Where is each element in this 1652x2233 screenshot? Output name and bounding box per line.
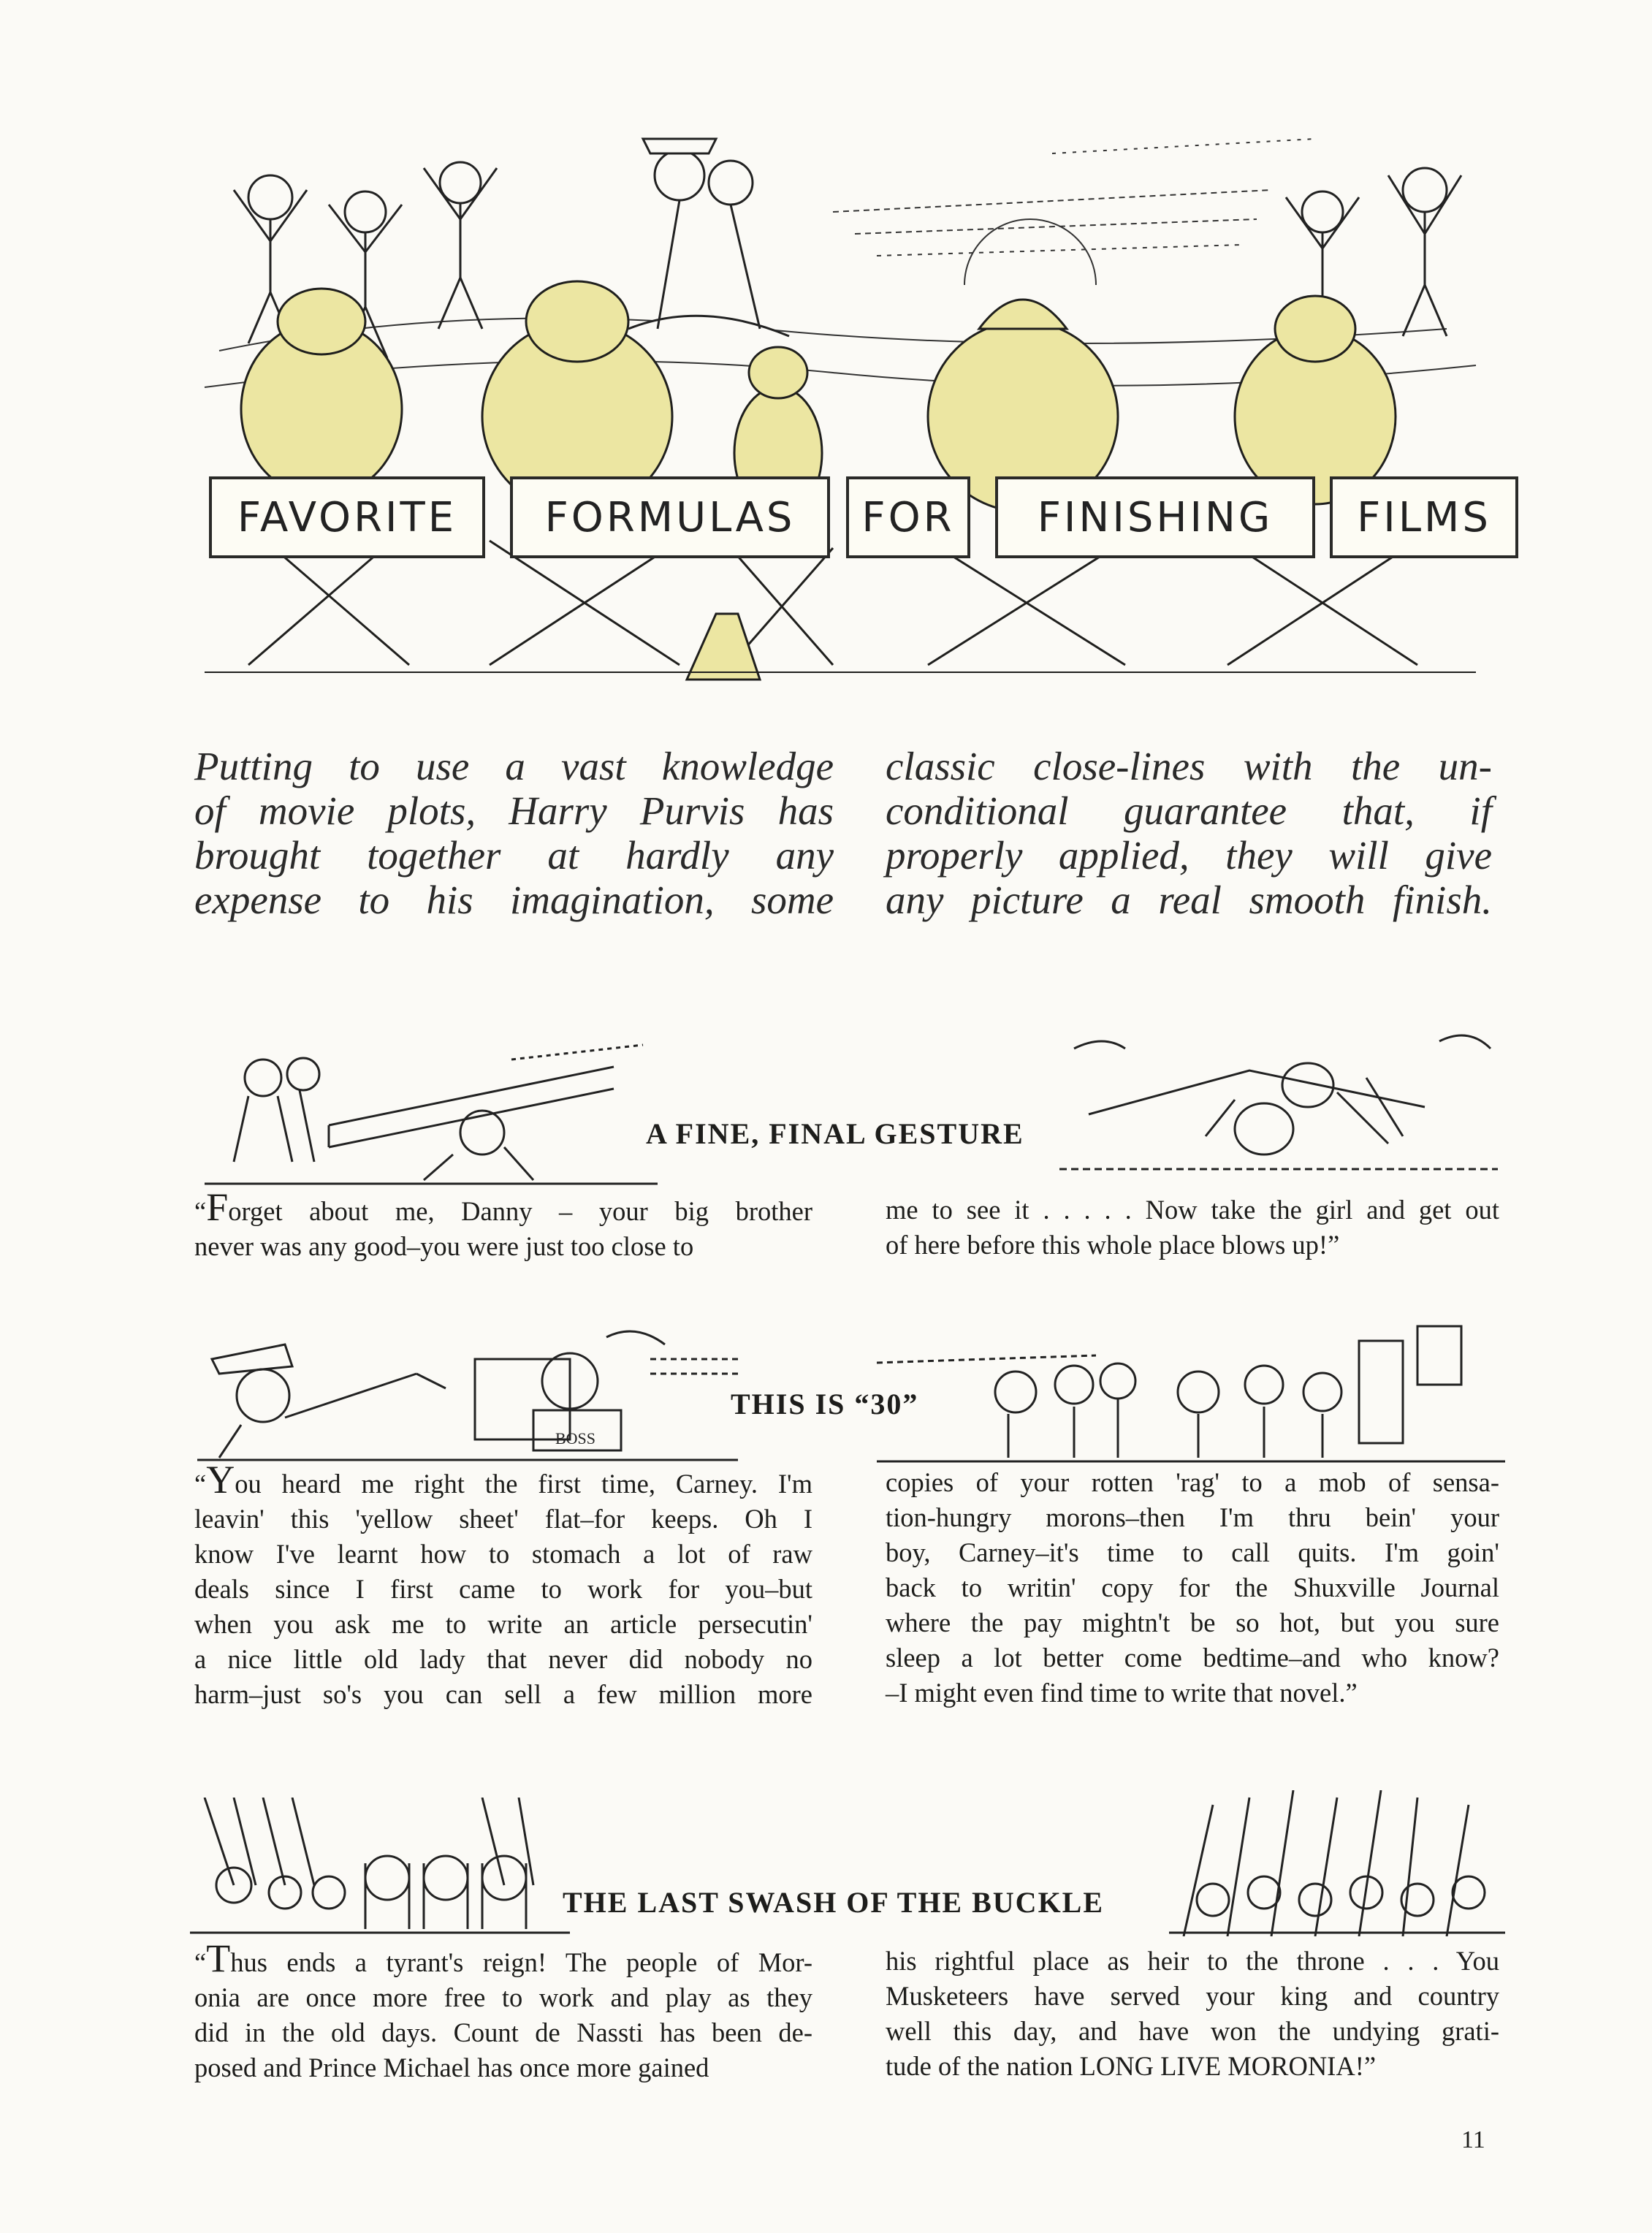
intro-line: brought together at hardly any (194, 833, 834, 878)
intro-line: of movie plots, Harry Purvis has (194, 788, 834, 833)
body-line: –I might even find time to write that novel.” (886, 1678, 1358, 1708)
megaphone (687, 614, 760, 680)
chair-label-finishing: FINISHING (995, 476, 1315, 558)
drop-cap: T (206, 1936, 231, 1980)
body-line: of here before this whole place blows up!” (886, 1230, 1340, 1260)
chair-label-favorite: FAVORITE (209, 476, 485, 558)
chair-label-for: FOR (846, 476, 970, 558)
page-number: 11 (1461, 2126, 1485, 2153)
body-line: Musketeers have served your king and country (886, 1981, 1499, 2011)
intro-line: Putting to use a vast knowledge (194, 744, 834, 788)
illustration-reporter-and-boss (197, 1315, 738, 1461)
illustration-collapse-left (205, 1038, 658, 1191)
body-line: well this day, and have won the undying grati- (886, 2016, 1499, 2046)
intro-left-column (194, 744, 834, 922)
body-line: his rightful place as heir to the throne . . . You (886, 1946, 1499, 1976)
drop-cap: Y (206, 1458, 235, 1502)
body-line: tion-hungry morons–then I'm thru bein' your (886, 1502, 1499, 1532)
body-line: when you ask me to write an article persecutin' (194, 1609, 812, 1639)
section-title-this-is-30: THIS IS “30” (731, 1388, 919, 1420)
section-3-left-column (194, 1936, 812, 2085)
illustration-musketeers (190, 1798, 570, 1936)
body-line: where the pay mightn't be so hot, but you sure (886, 1608, 1499, 1637)
desk-sign: BOSS (555, 1429, 596, 1448)
illustration-newsroom (877, 1312, 1505, 1465)
body-line: boy, Carney–it's time to call quits. I'm goin' (886, 1537, 1499, 1567)
body-line-text: orget about me, Danny – your big brother (228, 1196, 812, 1226)
body-line (194, 1185, 812, 1229)
body-line: never was any good–you were just too close to (194, 1231, 694, 1261)
body-line: sleep a lot better come bedtime–and who know? (886, 1643, 1499, 1673)
open-quote: “ (194, 1469, 207, 1499)
section-3-right-column (886, 1944, 1499, 2084)
body-line: a nice little old lady that never did nobody no (194, 1644, 812, 1674)
section-2-left-column (194, 1458, 812, 1712)
section-title-fine-final-gesture: A FINE, FINAL GESTURE (646, 1117, 1024, 1150)
illustration-explosion-right (1059, 1027, 1498, 1180)
chair-2 (482, 281, 680, 665)
body-line (194, 1936, 812, 1980)
open-quote: “ (194, 1947, 207, 1977)
open-quote: “ (194, 1196, 207, 1226)
body-line: did in the old days. Count de Nassti has been de- (194, 2017, 812, 2047)
body-line: leavin' this 'yellow sheet' flat–for keeps. Oh I (194, 1504, 812, 1534)
body-line: tude of the nation LONG LIVE MORONIA!” (886, 2051, 1377, 2081)
drop-cap: F (206, 1185, 229, 1229)
intro-right-column (886, 744, 1492, 922)
body-line: deals since I first came to work for you–but (194, 1574, 812, 1604)
section-2-right-column (886, 1465, 1499, 1711)
header-illustration (175, 110, 1505, 687)
body-line: harm–just so's you can sell a few million more (194, 1679, 812, 1709)
intro-line: any picture a real smooth finish. (886, 878, 1492, 922)
body-line: posed and Prince Michael has once more gained (194, 2053, 709, 2082)
section-title-last-swash: THE LAST SWASH OF THE BUCKLE (563, 1886, 1105, 1919)
body-line: know I've learnt how to stomach a lot of raw (194, 1539, 812, 1569)
body-line-text: ou heard me right the first time, Carney. I'm (235, 1469, 812, 1499)
body-line: onia are once more free to work and play as they (194, 1982, 812, 2012)
section-1-right-column (886, 1192, 1499, 1263)
body-line: copies of your rotten 'rag' to a mob of sensa- (886, 1467, 1499, 1497)
intro-line: properly applied, they will give (886, 833, 1492, 878)
chair-label-formulas: FORMULAS (510, 476, 830, 558)
body-line-text: hus ends a tyrant's reign! The people of Mor- (230, 1947, 812, 1977)
body-line: back to writin' copy for the Shuxville Journal (886, 1572, 1499, 1602)
body-line (194, 1458, 812, 1502)
body-line: me to see it . . . . . Now take the girl and get out (886, 1195, 1499, 1225)
chair-label-films: FILMS (1330, 476, 1518, 558)
illustration-crowd-with-spears (1169, 1790, 1505, 1936)
intro-line: conditional guarantee that, if (886, 788, 1492, 833)
intro-line: expense to his imagination, some (194, 878, 834, 922)
section-1-left-column (194, 1185, 812, 1264)
intro-line: classic close-lines with the un- (886, 744, 1492, 788)
